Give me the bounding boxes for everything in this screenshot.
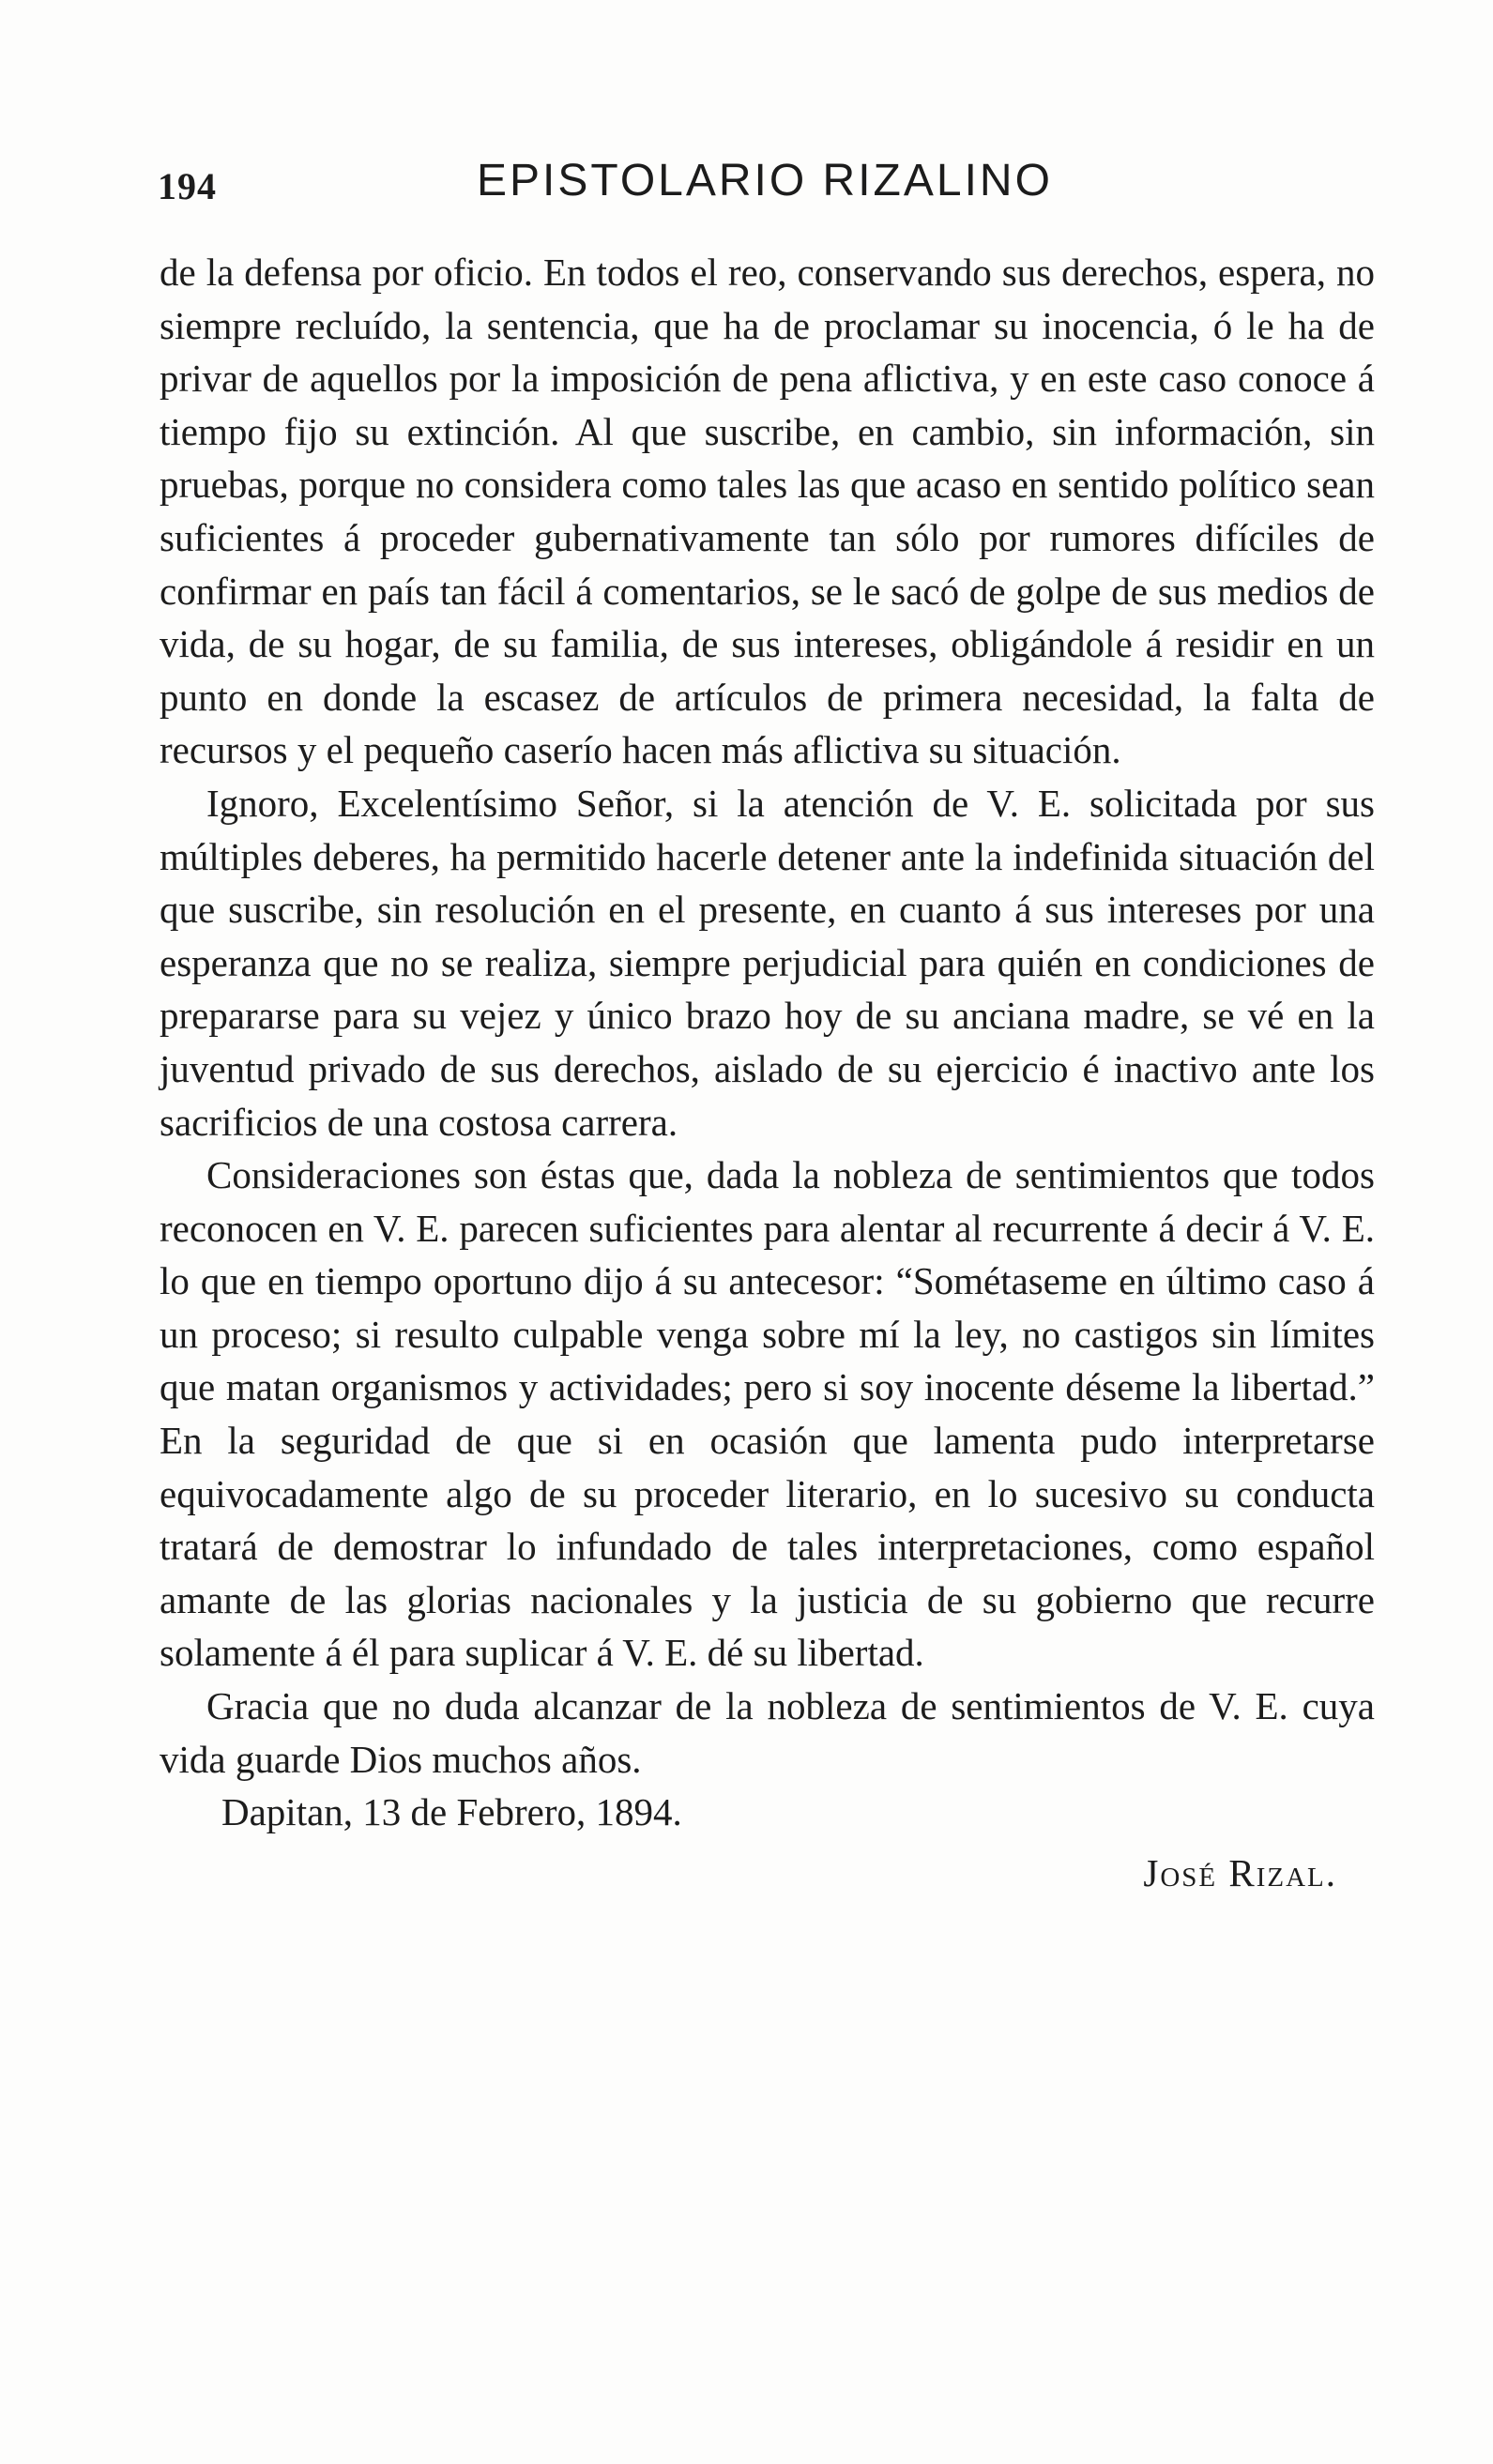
paragraph-consideraciones: Consideraciones son éstas que, dada la nobleza de sentimientos que todos reconocen en V. E. parecen suficientes para alentar al recurrente á decir á V. E. lo que en tiempo oportuno dijo á su antecesor: “Sométaseme en último caso á un proceso; si resulto culpable venga sobre mí la ley, no castigos sin límites que matan organismos y actividades; pero si soy inocente déseme la libertad.” En la seguridad de que si en ocasión que lamenta pudo interpretarse equivocadamente algo de su proceder literario, en lo sucesivo su conducta tratará de demostrar lo infundado de tales interpretaciones, como español amante de las glorias nacionales y la justicia de su gobierno que recurre solamente á él para suplicar á V. E. dé su libertad. (160, 1153, 1375, 1675)
running-head (158, 155, 1373, 221)
page-number: 194 (158, 165, 217, 207)
paragraph-ignoro: Ignoro, Excelentísimo Señor, si la atención de V. E. solicitada por sus múltiples deberes, ha permitido hacerle detener ante la indefinida situación del que suscribe, sin resolución en el presente, en cuanto á sus intereses por una esperanza que no se realiza, siempre perjudicial para quién en condiciones de prepararse para su vejez y único brazo hoy de su anciana madre, se vé en la juventud privado de sus derechos, aislado de su ejercicio é inactivo ante los sacrificios de una costosa carrera. (160, 781, 1375, 1144)
dateline: Dapitan, 13 de Febrero, 1894. (221, 1790, 682, 1834)
book-title: EPISTOLARIO RIZALINO (477, 156, 1053, 205)
letter-body (160, 246, 1375, 1899)
paragraph-closing: Gracia que no duda alcanzar de la nobleza de sentimientos de V. E. cuya vida guarde Dios muchos años. (160, 1684, 1375, 1781)
signature: José Rizal. (1143, 1850, 1337, 1894)
paragraph-continuation: de la defensa por oficio. En todos el reo, conservando sus derechos, espera, no siempre recluído, la sentencia, que ha de proclamar su inocencia, ó le ha de privar de aquellos por la imposición de pena aflictiva, y en este caso conoce á tiempo fijo su extinción. Al que suscribe, en cambio, sin información, sin pruebas, porque no considera como tales las que acaso en sentido político sean suficientes á proceder gubernativamente tan sólo por rumores difíciles de confirmar en país tan fácil á comentarios, se le sacó de golpe de sus medios de vida, de su hogar, de su familia, de sus intereses, obligándole á residir en un punto en donde la escasez de artículos de primera necesidad, la falta de recursos y el pequeño caserío hacen más aflictiva su situación. (160, 251, 1375, 772)
